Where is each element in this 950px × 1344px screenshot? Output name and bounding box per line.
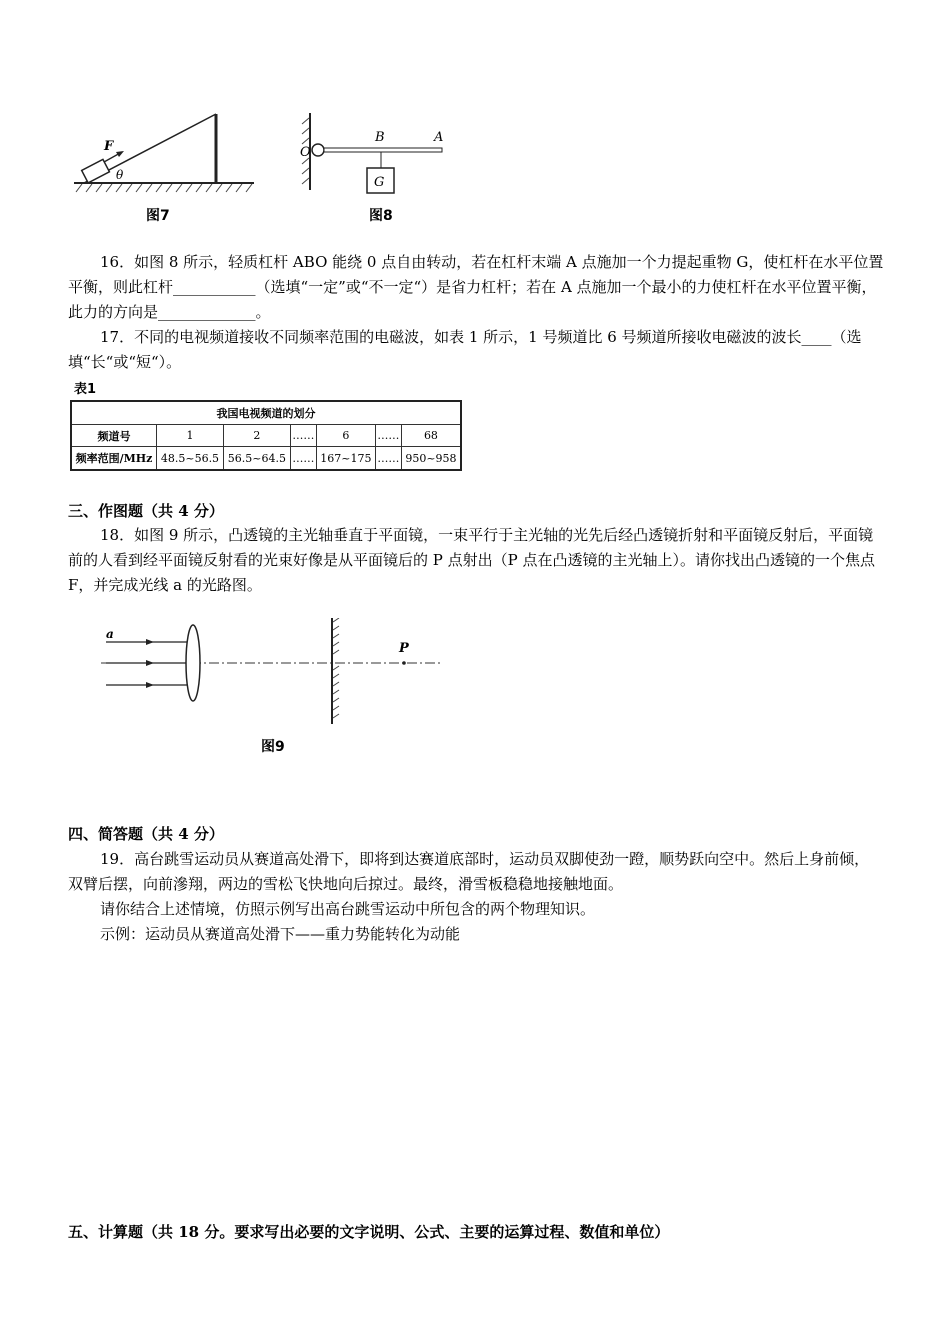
table-row-header: 频道号 (71, 425, 157, 447)
question-19-example: 示例：运动员从赛道高处滑下——重力势能转化为动能 (100, 925, 461, 943)
force-label: F (104, 139, 114, 154)
point-a-label: A (434, 130, 444, 145)
question-19-prompt: 请你结合上述情境，仿照示例写出高台跳雪运动中所包含的两个物理知识。 (100, 900, 596, 918)
table-cell: 68 (401, 425, 461, 447)
question-19: 19．高台跳雪运动员从赛道高处滑下，即将到达赛道底部时，运动员双脚使劲一蹬，顺势跃向空中。然后上身前倾，双臂后摆，向前滲翔，两边的雪松飞快地向后掠过。最终，滑雪板稳稳地接触地面。 (68, 850, 870, 893)
table-cell: 950~958 (401, 447, 461, 470)
table-cell: 2 (223, 425, 290, 447)
table-cell: 6 (316, 425, 375, 447)
point-o-label: O (300, 145, 311, 160)
ray-a-label: a (106, 627, 114, 641)
table-row-header: 频率范围/MHz (71, 447, 157, 470)
table-cell: …… (375, 447, 401, 470)
figure-8-caption: 图8 (369, 208, 393, 224)
figure-9 (96, 618, 446, 763)
weight-label: G (374, 175, 385, 190)
figure-8 (296, 108, 456, 233)
frequency-table (70, 400, 462, 471)
question-18: 18．如图 9 所示，凸透镜的主光轴垂直于平面镜，一束平行于主光轴的光先后经凸透镜折射和平面镜反射后，平面镜前的人看到经平面镜反射看的光束好像是从平面镜后的 P 点射出（P 点在凸透镜的主光轴上）。请你找出凸透镜的一个焦点 F，并完成光线 a 的光路图。 (68, 526, 875, 594)
section-4-heading: 四、简答题（共 4 分） (68, 825, 224, 843)
table-cell: 56.5~64.5 (223, 447, 290, 470)
figure-9-caption: 图9 (261, 739, 285, 755)
table-cell: 1 (157, 425, 224, 447)
question-17: 17．不同的电视频道接收不同频率范围的电磁波，如表 1 所示，1 号频道比 6 号频道所接收电磁波的波长____（选填“长“或“短“）。 (68, 328, 862, 371)
table-cell: …… (290, 425, 316, 447)
table-title: 我国电视频道的划分 (71, 401, 461, 425)
question-16: 16．如图 8 所示，轻质杠杆 ABO 能绕 0 点自由转动，若在杠杆末端 A 点施加一个力提起重物 G，使杠杆在水平位置平衡，则此杠杆___________（选填“一定”或“不一定“）是省力杠杆；若在 A 点施加一个最小的力使杠杆在水平位置平衡，此力的方向是_____________。 (68, 253, 884, 321)
table-cell: …… (290, 447, 316, 470)
section-5-heading: 五、计算题（共 18 分。要求写出必要的文字说明、公式、主要的运算过程、数值和单位） (68, 1223, 670, 1241)
figure-7 (64, 108, 264, 233)
angle-label: θ (116, 168, 124, 182)
section-3-heading: 三、作图题（共 4 分） (68, 502, 224, 520)
table-cell: …… (375, 425, 401, 447)
table-cell: 48.5~56.5 (157, 447, 224, 470)
table-1-label: 表1 (74, 382, 97, 397)
point-b-label: B (375, 130, 385, 145)
figure-7-caption: 图7 (146, 208, 170, 224)
table-cell: 167~175 (316, 447, 375, 470)
point-p-label: P (399, 641, 409, 656)
